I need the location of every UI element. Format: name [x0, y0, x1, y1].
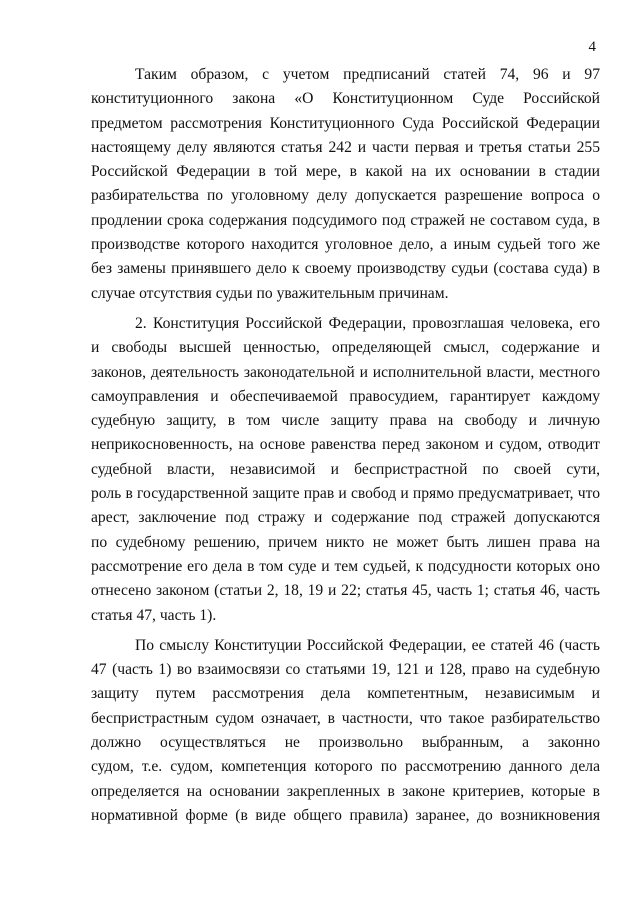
- text-line: судебной власти, независимой и беспристрастной по своей сути,: [91, 460, 600, 478]
- text-line: 47 (часть 1) во взаимосвязи со статьями 19, 121 и 128, право на судебную: [91, 661, 600, 679]
- paragraph-3: [91, 634, 600, 828]
- text-line: законов, деятельность законодательной и исполнительной власти, местного: [91, 363, 600, 381]
- text-line: судом, т.е. судом, компетенция которого по рассмотрению данного дела: [91, 758, 600, 776]
- text-line: судебную защиту, в том числе защиту права на свободу и личную: [91, 412, 600, 430]
- text-line: 2. Конституция Российской Федерации, провозглашая человека, его: [135, 314, 600, 332]
- paragraph-2: [91, 312, 600, 628]
- text-line: нормативной форме (в виде общего правила) заранее, до возникновения: [91, 806, 600, 824]
- page-number: 4: [588, 39, 596, 55]
- text-line: статья 47, часть 1).: [91, 606, 217, 624]
- document-body: [91, 63, 600, 828]
- text-line: Российской Федерации в той мере, в какой на их основании в стадии: [91, 163, 600, 181]
- text-line: определяется на основании закрепленных в законе критериев, которые в: [91, 782, 600, 800]
- text-line: предметом рассмотрения Конституционного Суда Российской Федерации: [91, 114, 600, 132]
- text-line: беспристрастным судом означает, в частности, что такое разбирательство: [91, 709, 600, 727]
- text-line: арест, заключение под стражу и содержание под стражей допускаются: [91, 509, 600, 527]
- text-line: отнесено законом (статьи 2, 18, 19 и 22; статья 45, часть 1; статья 46, часть: [91, 582, 600, 600]
- text-line: разбирательства по уголовному делу допускается разрешение вопроса о: [91, 187, 600, 205]
- text-line: должно осуществляться не произвольно выбранным, а законно: [91, 734, 600, 752]
- text-line: по судебному решению, причем никто не может быть лишен права на: [91, 533, 600, 551]
- text-line: По смыслу Конституции Российской Федерации, ее статей 46 (часть: [135, 636, 600, 654]
- text-line: случае отсутствия судьи по уважительным причинам.: [91, 284, 449, 302]
- text-line: конституционного закона «О Конституционном Суде Российской: [91, 90, 600, 108]
- text-line: продлении срока содержания подсудимого под стражей не составом суда, в: [91, 211, 600, 229]
- text-line: самоуправления и обеспечиваемой правосудием, гарантирует каждому: [91, 387, 600, 405]
- text-line: рассмотрение его дела в том суде и тем судьей, к подсудности которых оно: [91, 557, 600, 575]
- paragraph-1: [91, 63, 600, 306]
- text-line: настоящему делу являются статья 242 и части первая и третья статьи 255: [91, 138, 600, 156]
- text-line: роль в государственной защите прав и свобод и прямо предусматривает, что: [91, 485, 600, 503]
- text-line: Таким образом, с учетом предписаний статей 74, 96 и 97: [135, 66, 600, 83]
- text-line: неприкосновенность, на основе равенства перед законом и судом, отводит: [91, 436, 600, 454]
- text-line: защиту путем рассмотрения дела компетентным, независимым и: [91, 685, 600, 703]
- text-line: производстве которого находится уголовное дело, а иным судьей того же: [91, 236, 600, 254]
- text-line: без замены принявшего дело к своему производству судьи (состава суда) в: [91, 260, 600, 278]
- text-line: и свободы высшей ценностью, определяющей смысл, содержание и: [91, 339, 600, 357]
